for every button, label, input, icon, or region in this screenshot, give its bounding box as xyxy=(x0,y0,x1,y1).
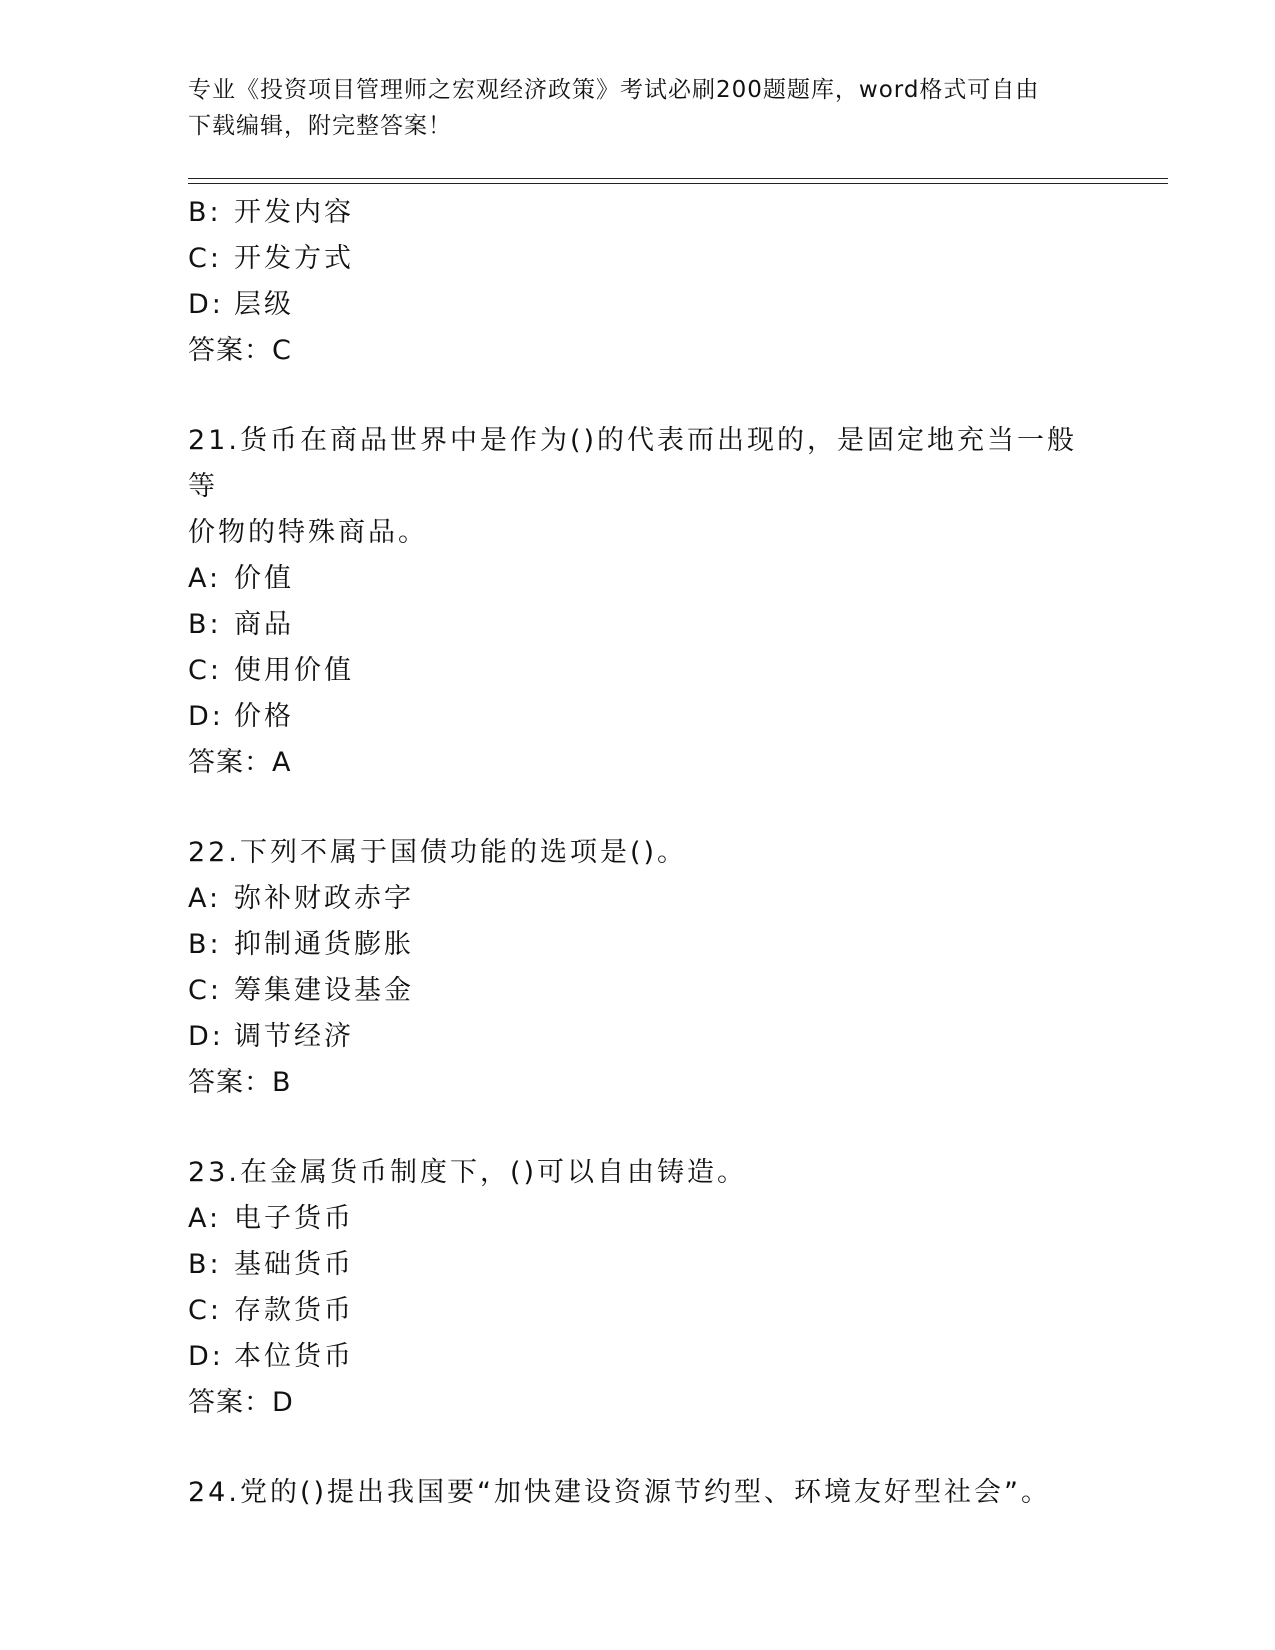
option-text: 价格 xyxy=(234,701,294,732)
option-a xyxy=(188,556,1088,602)
option-d xyxy=(188,1014,1088,1060)
question-stem xyxy=(188,418,1088,556)
option-label: C: xyxy=(188,243,222,274)
option-label: A: xyxy=(188,1203,222,1234)
header-divider-top xyxy=(188,178,1168,179)
option-label: A: xyxy=(188,883,222,914)
answer-line: 答案：A xyxy=(188,747,292,778)
question-24 xyxy=(188,1470,1088,1516)
question-stem: 24.党的()提出我国要“加快建设资源节约型、环境友好型社会”。 xyxy=(188,1477,1051,1508)
option-label: D: xyxy=(188,289,224,320)
option-b xyxy=(188,190,1088,236)
question-20-continued xyxy=(188,190,1088,374)
option-label: B: xyxy=(188,197,222,228)
option-text: 层级 xyxy=(234,289,294,320)
header-divider-bottom xyxy=(188,183,1168,184)
option-text: 弥补财政赤字 xyxy=(234,883,414,914)
question-22 xyxy=(188,830,1088,1106)
option-text: 本位货币 xyxy=(234,1341,354,1372)
option-label: C: xyxy=(188,655,222,686)
option-text: 商品 xyxy=(234,609,294,640)
option-c xyxy=(188,968,1088,1014)
option-a xyxy=(188,876,1088,922)
option-c xyxy=(188,648,1088,694)
option-text: 使用价值 xyxy=(234,655,354,686)
option-text: 筹集建设基金 xyxy=(234,975,414,1006)
answer-line: 答案：D xyxy=(188,1387,294,1418)
option-label: C: xyxy=(188,975,222,1006)
option-label: D: xyxy=(188,701,224,732)
answer-line: 答案：C xyxy=(188,335,292,366)
question-21 xyxy=(188,418,1088,786)
option-text: 存款货币 xyxy=(234,1295,354,1326)
option-text: 调节经济 xyxy=(234,1021,354,1052)
option-text: 开发内容 xyxy=(234,197,354,228)
header-line-2: 下载编辑，附完整答案！ xyxy=(188,113,452,139)
option-text: 开发方式 xyxy=(234,243,354,274)
option-a xyxy=(188,1196,1088,1242)
option-c xyxy=(188,236,1088,282)
option-text: 抑制通货膨胀 xyxy=(234,929,414,960)
option-label: B: xyxy=(188,609,222,640)
option-label: D: xyxy=(188,1341,224,1372)
option-c xyxy=(188,1288,1088,1334)
option-text: 基础货币 xyxy=(234,1249,354,1280)
option-label: D: xyxy=(188,1021,224,1052)
option-d xyxy=(188,1334,1088,1380)
question-stem: 23.在金属货币制度下，()可以自由铸造。 xyxy=(188,1157,748,1188)
option-d xyxy=(188,282,1088,328)
option-label: C: xyxy=(188,1295,222,1326)
question-23 xyxy=(188,1150,1088,1426)
question-stem-line-1: 21.货币在商品世界中是作为()的代表而出现的，是固定地充当一般等 xyxy=(188,425,1078,502)
document-header xyxy=(188,72,1088,144)
option-text: 电子货币 xyxy=(234,1203,354,1234)
option-b xyxy=(188,602,1088,648)
option-label: B: xyxy=(188,1249,222,1280)
question-stem: 22.下列不属于国债功能的选项是()。 xyxy=(188,837,688,868)
answer-line: 答案：B xyxy=(188,1067,292,1098)
option-d xyxy=(188,694,1088,740)
option-label: A: xyxy=(188,563,222,594)
option-b xyxy=(188,1242,1088,1288)
question-stem-line-2: 价物的特殊商品。 xyxy=(188,517,428,548)
document-body xyxy=(188,190,1088,1516)
option-label: B: xyxy=(188,929,222,960)
option-text: 价值 xyxy=(234,563,294,594)
option-b xyxy=(188,922,1088,968)
header-line-1: 专业《投资项目管理师之宏观经济政策》考试必刷200题题库，word格式可自由 xyxy=(188,77,1040,103)
